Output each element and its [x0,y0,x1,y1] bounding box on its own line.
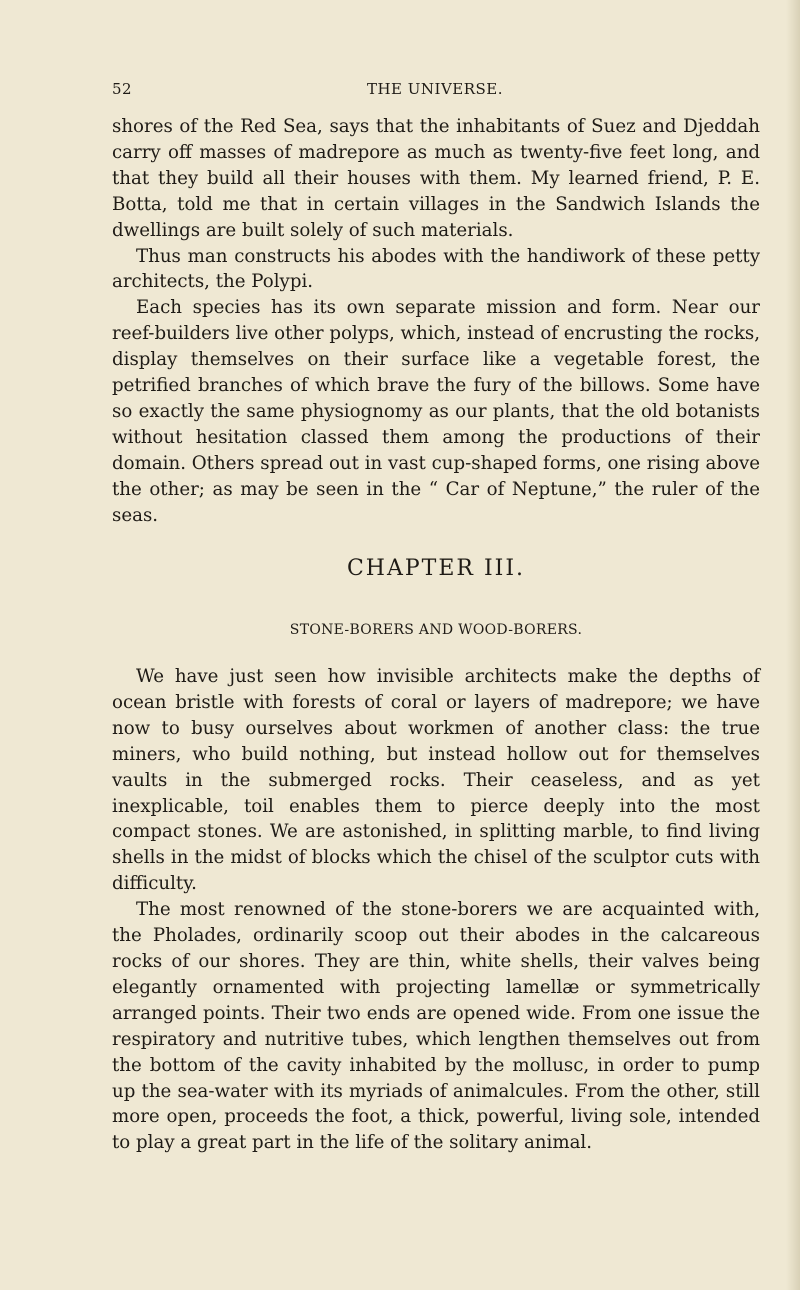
paragraph: We have just seen how invisible architects make the depths of ocean bristle with forests of coral or layers of madrepore; we have now to busy ourselves about workmen of another class: the true miners, who build nothing, but instead hollow out for themselves vaults in the submerged rocks. Their ceaseless, and as yet inexplicable, toil enables them to pierce deeply into the most compact stones. We are astonished, in splitting marble, to find living shells in the midst of blocks which the chisel of the sculptor cuts with difficulty. [112,666,760,895]
page-edge-shadow [786,0,800,1290]
chapter-heading: CHAPTER III. [346,556,526,581]
paragraph: The most renowned of the stone-borers we are acquainted with, the Pholades, ordinarily scoop out their abodes in the calcareous rocks of our shores. They are thin, white shells, their valves being elegantly ornamented with projecting lamellæ or symmetrically arranged points. Their two ends are opened wide. From one issue the respiratory and nutritive tubes, which lengthen themselves out from the bottom of the cavity inhabited by the mollusc, in order to pump up the sea-water with its myriads of animalcules. From the other, still more open, proceeds the foot, a thick, powerful, living sole, intended to play a great part in the life of the solitary animal. [112,899,760,1154]
running-title: THE UNIVERSE. [366,80,504,98]
text-block-top [112,114,760,529]
paragraph: Each species has its own separate mission and form. Near our reef-builders live other polyps, which, instead of encrusting the rocks, display themselves on their surface like a vegetable forest, the petrified branches of which brave the fury of the billows. Some have so exactly the same physiognomy as our plants, that the old botanists without hesitation classed them among the productions of their domain. Others spread out in vast cup-shaped forms, one rising above the other; as may be seen in the “ Car of Neptune,” the ruler of the seas. [112,297,760,526]
page-number: 52 [112,80,133,98]
running-head [112,80,758,104]
paragraph: Thus man constructs his abodes with the handiwork of these petty architects, the Polypi. [112,245,760,293]
chapter-subtitle: STONE-BORERS AND WOOD-BORERS. [289,622,583,638]
text-block-bottom [112,664,760,1156]
paragraph: shores of the Red Sea, says that the inhabitants of Suez and Djeddah carry off masses of madrepore as much as twenty-five feet long, and that they build all their houses with them. My learned friend, P. E. Botta, told me that in certain villages in the Sandwich Islands the dwellings are built solely of such materials. [112,116,760,241]
